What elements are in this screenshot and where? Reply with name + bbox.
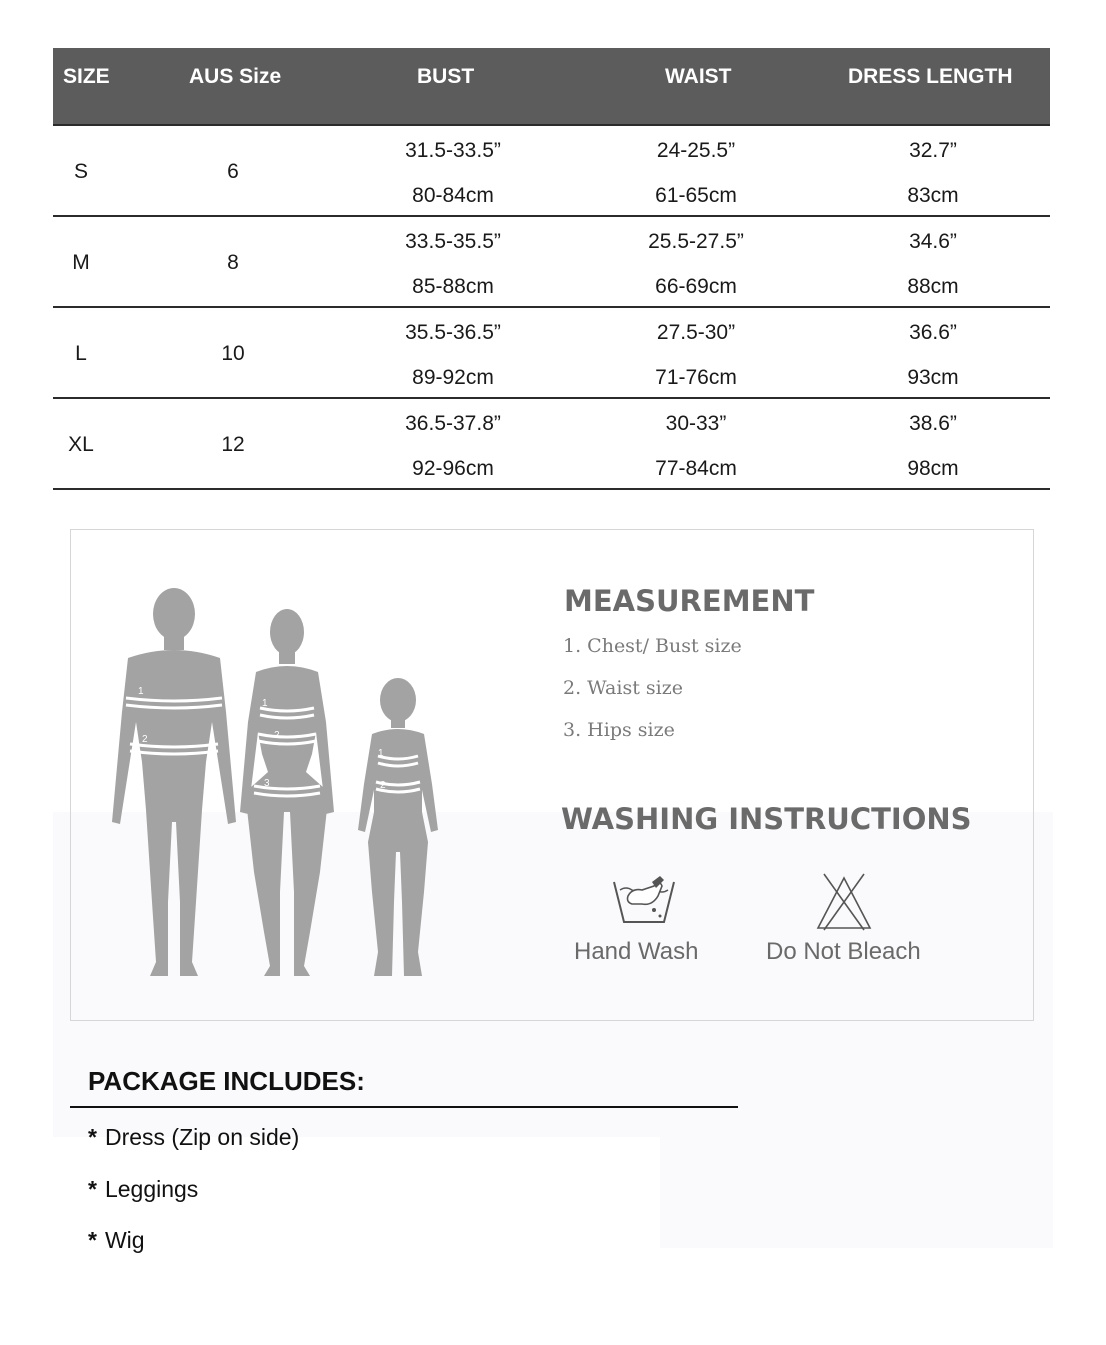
header-dress-length: DRESS LENGTH [848, 65, 1013, 88]
cell-aus: 6 [227, 160, 239, 183]
cell-aus: 8 [227, 251, 239, 274]
cell-bust-cm: 89-92cm [412, 366, 494, 389]
header-size: SIZE [63, 65, 110, 88]
cell-waist-in: 25.5-27.5” [648, 230, 744, 253]
figure-label: 1 [138, 686, 144, 697]
cell-waist-in: 30-33” [665, 412, 727, 435]
cell-waist-in: 24-25.5” [656, 139, 736, 162]
figure-label: 2 [274, 730, 280, 741]
cell-bust-cm: 80-84cm [412, 184, 494, 207]
cell-waist-cm: 77-84cm [655, 457, 737, 480]
child-silhouette-icon [358, 678, 438, 976]
hand-wash-label: Hand Wash [574, 938, 699, 965]
measurement-item: 1. Chest/ Bust size [563, 635, 742, 657]
table-row [53, 126, 1050, 217]
cell-size: XL [68, 433, 94, 456]
cell-length-cm: 83cm [907, 184, 959, 207]
list-item [88, 1227, 145, 1254]
cell-bust-in: 35.5-36.5” [405, 321, 501, 344]
figure-label: 1 [262, 698, 268, 709]
header-waist: WAIST [665, 65, 732, 88]
cell-length-in: 38.6” [909, 412, 957, 435]
hand-wash-icon [612, 872, 678, 926]
background-shade [660, 1136, 1053, 1248]
cell-length-cm: 93cm [907, 366, 959, 389]
cell-bust-cm: 85-88cm [412, 275, 494, 298]
bullet: * [88, 1124, 97, 1150]
table-row [53, 308, 1050, 399]
cell-size: L [75, 342, 87, 365]
cell-aus: 10 [221, 342, 245, 365]
divider [70, 1106, 738, 1108]
figure-label: 1 [378, 748, 384, 759]
cell-length-in: 34.6” [909, 230, 957, 253]
cell-size: M [72, 251, 90, 274]
cell-length-cm: 98cm [907, 457, 959, 480]
cell-bust-in: 31.5-33.5” [405, 139, 501, 162]
bullet: * [88, 1176, 97, 1202]
measurement-item: 3. Hips size [563, 719, 675, 741]
do-not-bleach-icon [814, 872, 874, 932]
figure-label: 2 [142, 734, 148, 745]
do-not-bleach-label: Do Not Bleach [766, 938, 921, 965]
table-row [53, 399, 1050, 490]
size-chart-table [53, 48, 1050, 490]
package-title: PACKAGE INCLUDES: [88, 1066, 365, 1096]
cell-bust-in: 36.5-37.8” [405, 412, 501, 435]
list-item [88, 1124, 299, 1151]
cell-waist-cm: 71-76cm [655, 366, 737, 389]
measurement-item: 2. Waist size [563, 677, 683, 699]
figure-label: 2 [380, 780, 386, 791]
washing-title: WASHING INSTRUCTIONS [561, 802, 972, 836]
header-aus-size: AUS Size [189, 65, 282, 88]
body-measurement-figures [88, 572, 462, 986]
cell-aus: 12 [221, 433, 245, 456]
list-item-label: Dress (Zip on side) [104, 1124, 300, 1150]
cell-bust-cm: 92-96cm [412, 457, 494, 480]
figure-label: 3 [264, 778, 270, 789]
cell-size: S [73, 160, 89, 183]
cell-bust-in: 33.5-35.5” [405, 230, 501, 253]
cell-length-in: 32.7” [909, 139, 957, 162]
man-silhouette-icon [112, 588, 236, 976]
list-item-label: Wig [104, 1227, 145, 1253]
cell-waist-in: 27.5-30” [656, 321, 736, 344]
cell-waist-cm: 61-65cm [655, 184, 737, 207]
cell-length-cm: 88cm [907, 275, 959, 298]
measurement-title: MEASUREMENT [564, 584, 815, 618]
list-item [88, 1176, 198, 1203]
table-row [53, 217, 1050, 308]
cell-length-in: 36.6” [909, 321, 957, 344]
bullet: * [88, 1227, 97, 1253]
table-header [53, 48, 1050, 126]
header-bust: BUST [417, 65, 475, 88]
list-item-label: Leggings [104, 1176, 199, 1202]
cell-waist-cm: 66-69cm [655, 275, 737, 298]
